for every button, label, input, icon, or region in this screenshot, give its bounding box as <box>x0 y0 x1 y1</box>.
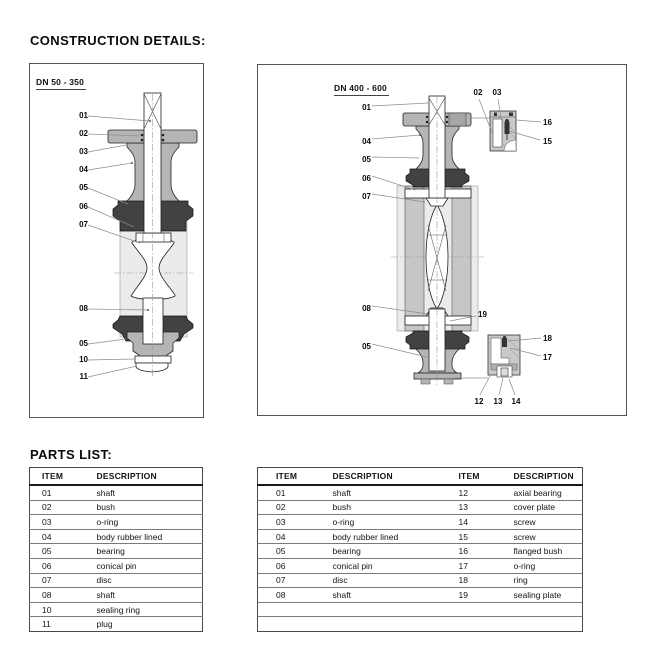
table-cell: 02 <box>30 500 85 515</box>
table-cell: 01 <box>30 485 85 500</box>
column-header: ITEM <box>30 468 85 486</box>
callout-label: 04 <box>362 137 371 146</box>
table-row <box>30 602 203 617</box>
callout-label: 08 <box>362 304 371 313</box>
table-row <box>258 485 583 500</box>
table-row <box>258 617 583 632</box>
table-cell: screw <box>514 529 583 544</box>
table-row <box>30 515 203 530</box>
table-cell: 05 <box>30 544 85 559</box>
dn-range-title-left: DN 50 - 350 <box>36 77 86 90</box>
callout-label: 17 <box>543 353 552 362</box>
table-cell: conical pin <box>333 558 459 573</box>
table-cell: shaft <box>85 588 203 603</box>
callout-label: 01 <box>79 111 88 120</box>
construction-heading: CONSTRUCTION DETAILS: <box>30 33 206 48</box>
table-cell <box>333 602 459 617</box>
table-row <box>30 529 203 544</box>
table-cell: 16 <box>459 544 514 559</box>
callout-label: 16 <box>543 118 552 127</box>
table-cell: 11 <box>42 619 51 630</box>
table-cell: 03 <box>30 515 85 530</box>
table-cell: bearing <box>85 544 203 559</box>
callout-label: 12 <box>474 397 484 406</box>
callout-label: 07 <box>79 220 88 229</box>
callout-label: 13 <box>493 397 503 406</box>
table-cell: 06 <box>30 558 85 573</box>
table-row <box>258 573 583 588</box>
callout-label: 03 <box>492 88 502 97</box>
column-header: DESCRIPTION <box>514 468 583 486</box>
table-cell: ring <box>514 573 583 588</box>
callout-label: 07 <box>362 192 371 201</box>
table-cell: axial bearing <box>514 485 583 500</box>
table-row <box>258 544 583 559</box>
table-cell: body rubber lined <box>333 529 459 544</box>
table-row <box>258 500 583 515</box>
table-cell: conical pin <box>85 558 203 573</box>
table-cell: disc <box>333 573 459 588</box>
table-cell: 13 <box>459 500 514 515</box>
table-cell: 17 <box>459 558 514 573</box>
callout-label: 05 <box>362 155 371 164</box>
table-cell: sealing ring <box>85 602 203 617</box>
callout-label: 11 <box>79 372 88 381</box>
callout-label: 15 <box>543 137 552 146</box>
diagram-dn50-350 <box>29 63 204 418</box>
table-row <box>30 558 203 573</box>
callout-label: 19 <box>478 310 487 319</box>
callout-label: 01 <box>362 103 371 112</box>
callout-label: 06 <box>362 174 371 183</box>
table-row <box>30 573 203 588</box>
table-row <box>258 602 583 617</box>
table-cell <box>333 617 459 632</box>
table-row <box>258 588 583 603</box>
table-row <box>258 515 583 530</box>
table-cell: plug <box>96 619 113 630</box>
table-cell: 07 <box>258 573 333 588</box>
table-row <box>30 500 203 515</box>
table-cell: disc <box>85 573 203 588</box>
column-header: ITEM <box>258 468 333 486</box>
callout-label: 03 <box>79 147 88 156</box>
valve-cross-section-dn50-350 <box>30 64 205 419</box>
parts-list-heading: PARTS LIST: <box>30 447 113 462</box>
table-cell: 04 <box>30 529 85 544</box>
diagram-dn400-600 <box>257 64 627 416</box>
table-cell: o-ring <box>85 515 203 530</box>
table-row <box>258 558 583 573</box>
table-cell <box>514 617 583 632</box>
parts-table-right <box>257 467 583 632</box>
callout-label: 14 <box>511 397 521 406</box>
table-cell: screw <box>514 515 583 530</box>
table-cell: 08 <box>30 588 85 603</box>
table-row <box>258 529 583 544</box>
callout-label: 18 <box>543 334 552 343</box>
callout-label: 02 <box>473 88 483 97</box>
table-cell: 01 <box>258 485 333 500</box>
table-cell: shaft <box>333 485 459 500</box>
table-cell <box>459 617 514 632</box>
table-cell: 18 <box>459 573 514 588</box>
table-cell: 08 <box>258 588 333 603</box>
column-header: ITEM <box>459 468 514 486</box>
table-row <box>30 588 203 603</box>
table-cell: 02 <box>258 500 333 515</box>
table-header-row <box>30 468 203 486</box>
table-cell: 12 <box>459 485 514 500</box>
bottom-shaft <box>143 298 163 344</box>
table-row <box>30 485 203 500</box>
table-cell: 15 <box>459 529 514 544</box>
table-cell: 04 <box>258 529 333 544</box>
plug <box>136 363 168 372</box>
table-cell: 14 <box>459 515 514 530</box>
callout-label: 10 <box>79 355 88 364</box>
table-cell: 19 <box>459 588 514 603</box>
table-cell: 06 <box>258 558 333 573</box>
table-cell: shaft <box>333 588 459 603</box>
table-cell: body rubber lined <box>85 529 203 544</box>
table-cell <box>258 617 333 632</box>
sealing-ring <box>135 356 171 363</box>
table-cell: bush <box>333 500 459 515</box>
table-cell: 07 <box>30 573 85 588</box>
callout-label: 04 <box>79 165 88 174</box>
callout-label: 05 <box>79 183 88 192</box>
table-cell: 10 <box>30 602 85 617</box>
table-cell: bearing <box>333 544 459 559</box>
table-cell: 03 <box>258 515 333 530</box>
table-header-row <box>258 468 583 486</box>
parts-table-left <box>29 467 203 632</box>
table-cell <box>258 602 333 617</box>
callout-label: 02 <box>79 129 88 138</box>
callout-label: 08 <box>79 304 88 313</box>
table-cell: o-ring <box>514 558 583 573</box>
table-row <box>30 544 203 559</box>
callout-label: 06 <box>79 202 88 211</box>
table-cell <box>514 602 583 617</box>
callout-label: 05 <box>79 339 88 348</box>
table-cell: bush <box>85 500 203 515</box>
column-header: DESCRIPTION <box>333 468 459 486</box>
table-cell: 05 <box>258 544 333 559</box>
dn-range-title-right: DN 400 - 600 <box>334 83 389 96</box>
table-row <box>30 617 203 632</box>
table-cell: cover plate <box>514 500 583 515</box>
column-header: DESCRIPTION <box>85 468 203 486</box>
valve-cross-section-dn400-600 <box>258 65 628 417</box>
table-cell: o-ring <box>333 515 459 530</box>
table-cell: shaft <box>85 485 203 500</box>
table-cell: flanged bush <box>514 544 583 559</box>
table-cell: sealing plate <box>514 588 583 603</box>
table-cell <box>459 602 514 617</box>
callout-label: 05 <box>362 342 371 351</box>
